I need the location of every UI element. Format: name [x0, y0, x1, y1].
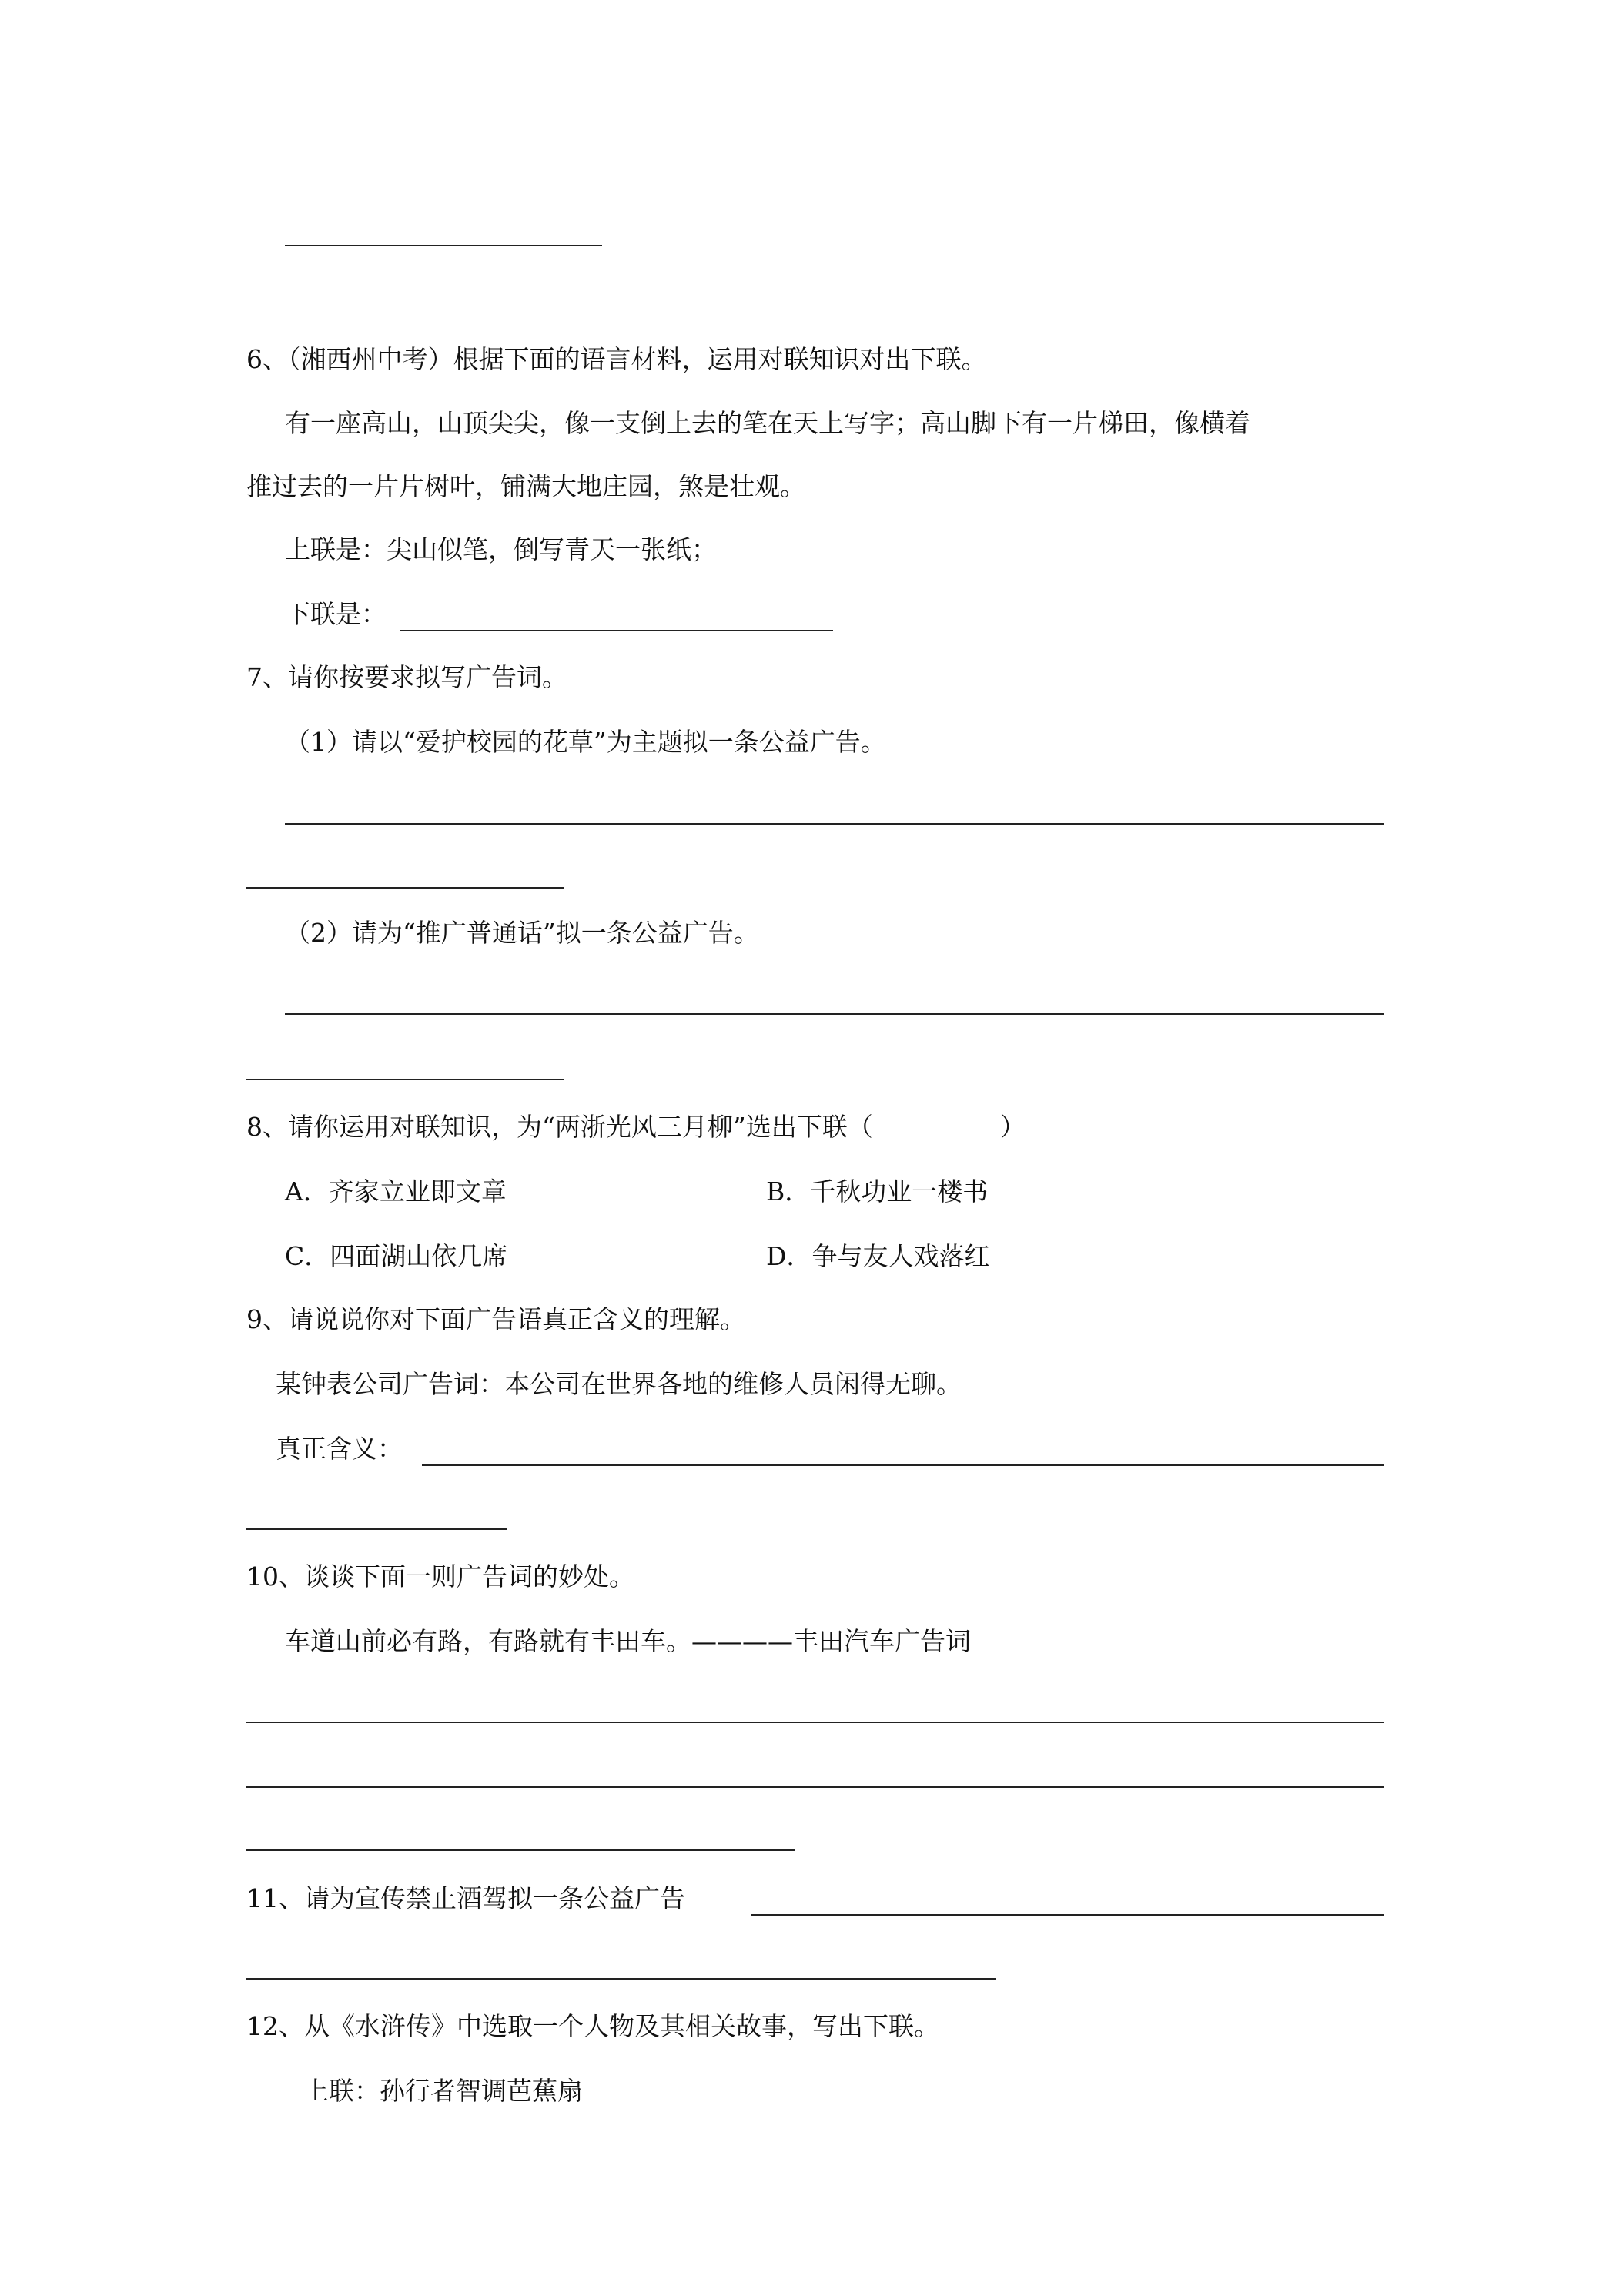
q7-part1: （1）请以“爱护校园的花草”为主题拟一条公益广告。 [285, 727, 886, 757]
q9-meaning-label: 真正含义： [276, 1434, 403, 1464]
q8-option-b[interactable]: B．千秋功业一楼书 [766, 1176, 989, 1207]
q12-upper-couplet: 上联：孙行者智调芭蕉扇 [303, 2076, 583, 2106]
q11-title: 11、请为宣传禁止酒驾拟一条公益广告 [246, 1883, 685, 1913]
q10-answer-line-1[interactable] [246, 1722, 1384, 1723]
q8-option-a[interactable]: A．齐家立业即文章 [285, 1176, 507, 1207]
q6-title: 6、（湘西州中考）根据下面的语言材料，运用对联知识对出下联。 [246, 344, 987, 374]
q6-upper-couplet: 上联是：尖山似笔，倒写青天一张纸； [285, 534, 717, 564]
q6-material-line-2: 推过去的一片片树叶，铺满大地庄园，煞是壮观。 [246, 471, 805, 501]
q7-part2: （2）请为“推广普通话”拟一条公益广告。 [285, 918, 759, 948]
q9-answer-line-1[interactable] [422, 1464, 1384, 1466]
q7-part2-answer-line-2[interactable] [246, 1079, 564, 1080]
q10-ad-text: 车道山前必有路，有路就有丰田车。————丰田汽车广告词 [285, 1626, 971, 1656]
q8-option-c[interactable]: C．四面湖山依几席 [285, 1241, 508, 1271]
q7-part2-answer-line-1[interactable] [285, 1013, 1384, 1015]
q8-option-d[interactable]: D．争与友人戏落红 [766, 1241, 990, 1271]
q7-part1-answer-line-1[interactable] [285, 823, 1384, 825]
q7-part1-answer-line-2[interactable] [246, 887, 564, 889]
q9-title: 9、请说说你对下面广告语真正含义的理解。 [246, 1304, 745, 1334]
q7-title: 7、请你按要求拟写广告词。 [246, 662, 567, 692]
q9-answer-line-2[interactable] [246, 1528, 507, 1530]
q6-lower-label: 下联是： [285, 599, 387, 629]
q6-material-line-1: 有一座高山，山顶尖尖，像一支倒上去的笔在天上写字；高山脚下有一片梯田，像横着 [285, 408, 1250, 438]
q8-title: 8、请你运用对联知识，为“两浙光风三月柳”选出下联（ ） [246, 1112, 1026, 1142]
q10-answer-line-3[interactable] [246, 1849, 795, 1851]
answer-line[interactable] [285, 245, 602, 246]
q12-title: 12、从《水浒传》中选取一个人物及其相关故事，写出下联。 [246, 2011, 939, 2041]
q10-answer-line-2[interactable] [246, 1786, 1384, 1788]
q10-title: 10、谈谈下面一则广告词的妙处。 [246, 1561, 634, 1591]
q6-answer-line[interactable] [400, 630, 833, 631]
q11-answer-line-2[interactable] [246, 1978, 996, 1980]
q9-ad-text: 某钟表公司广告词：本公司在世界各地的维修人员闲得无聊。 [276, 1369, 962, 1399]
q11-answer-line-1[interactable] [751, 1914, 1384, 1916]
